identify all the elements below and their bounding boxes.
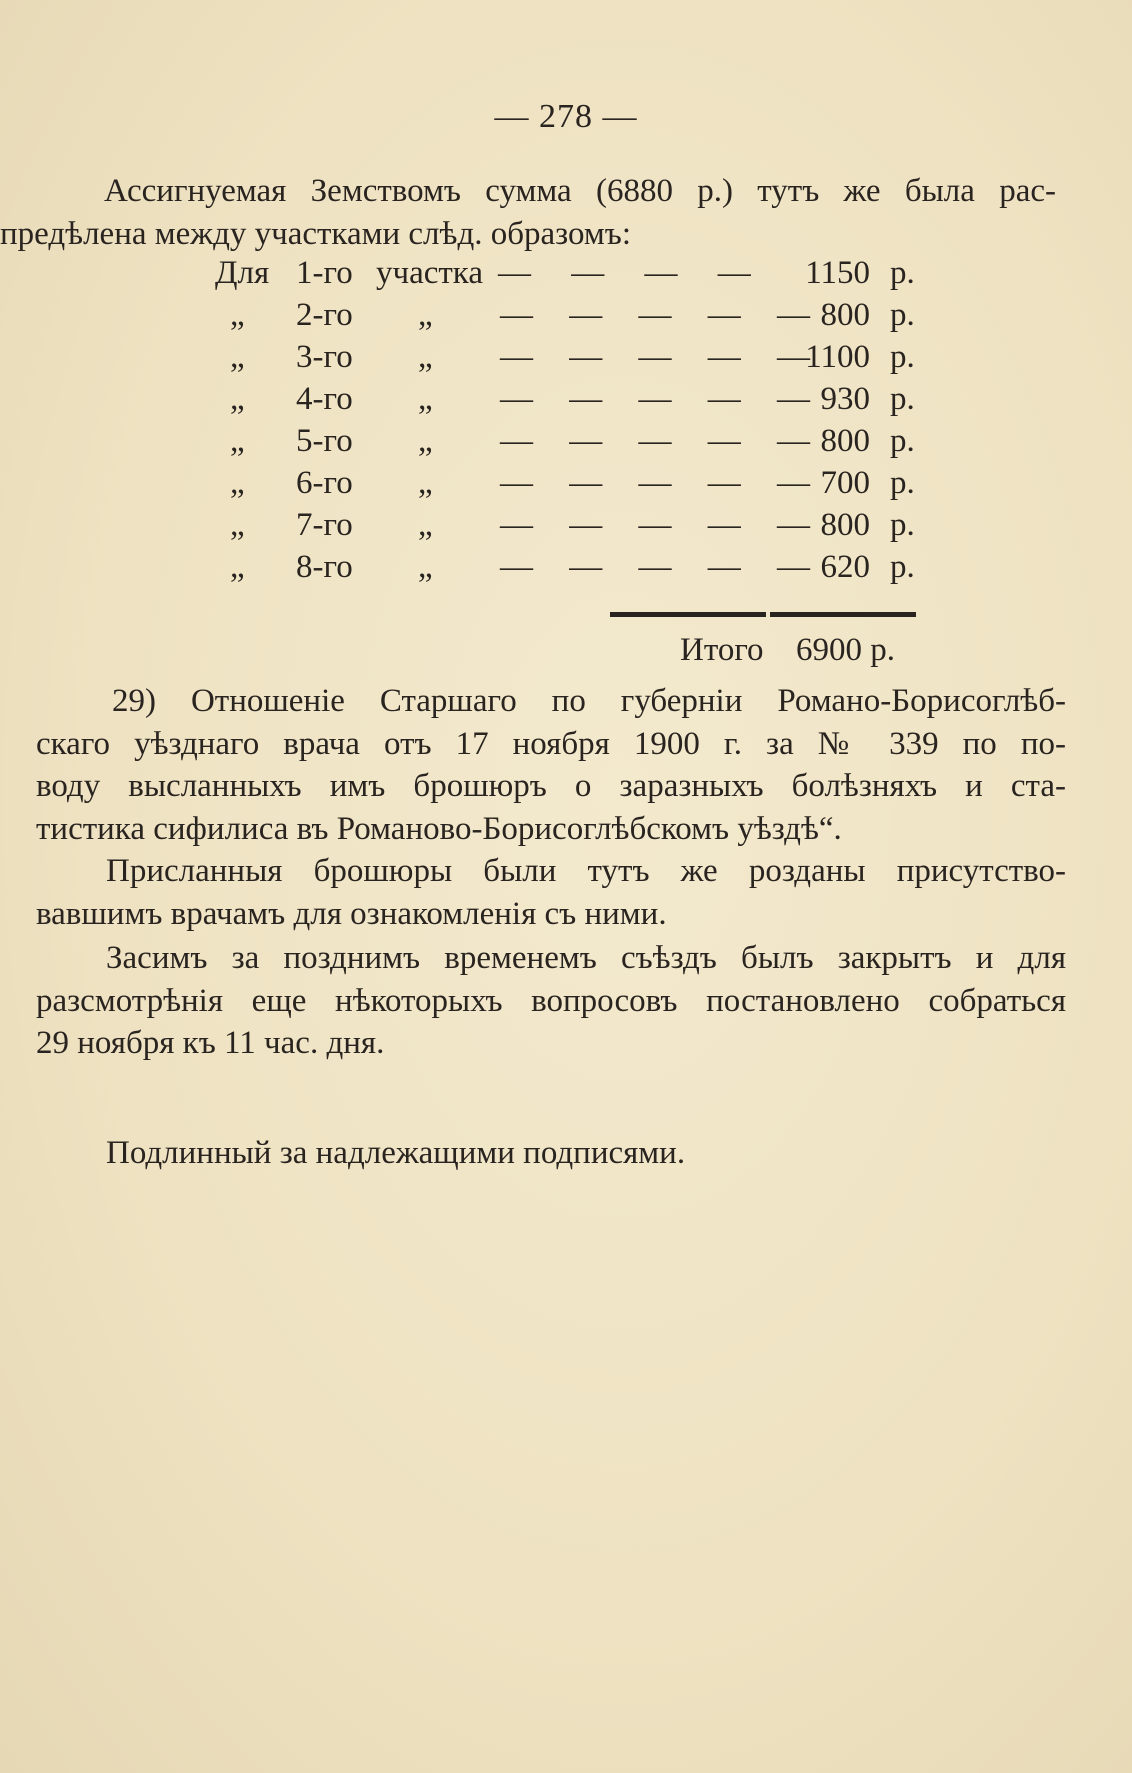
table-row: Для 1-го участка — — — — 1150 р. — [215, 255, 915, 291]
text-line: скаго уѣзднаго врача отъ 17 ноября 1900 г. за № 339 по по- — [36, 725, 1066, 762]
page-number: — 278 — — [494, 98, 638, 135]
table-row: „ 3-го „ — — — — — 1100 р. — [230, 339, 915, 375]
text-line: предѣлена между участками слѣд. образомъ: — [0, 215, 631, 252]
text-line: Ассигнуемая Земствомъ сумма (6880 р.) тутъ же была рас- — [104, 173, 1056, 209]
table-row: „ 8-го „ — — — — — 620 р. — [230, 549, 915, 585]
signature-note: Подлинный за надлежащими подписями. — [106, 1135, 686, 1171]
text-line: воду высланныхъ имъ брошюръ о заразныхъ болѣзняхъ и ста- — [36, 768, 1066, 804]
total-rule-left — [610, 612, 766, 617]
table-row: „ 4-го „ — — — — — 930 р. — [230, 381, 915, 417]
total-label: Итого — [680, 632, 764, 668]
total-rule-right — [770, 612, 916, 617]
total-value: 6900 р. — [796, 632, 895, 668]
item-29-paragraph — [36, 680, 1066, 850]
table-row: „ 6-го „ — — — — — 700 р. — [230, 465, 915, 501]
table-row: „ 5-го „ — — — — — 800 р. — [230, 423, 915, 459]
text-line: 29) Отношеніе Старшаго по губерніи Романо-Борисоглѣб- — [112, 683, 1066, 719]
text-line: вавшимъ врачамъ для ознакомленія съ ними. — [36, 895, 667, 932]
intro-paragraph — [0, 170, 1056, 255]
allocation-table — [0, 255, 1132, 675]
text-line: Присланныя брошюры были тутъ же розданы присутство- — [106, 853, 1066, 889]
brochures-paragraph — [36, 850, 1066, 935]
text-line: разсмотрѣнія еще нѣкоторыхъ вопросовъ постановлено собраться — [36, 982, 1066, 1019]
table-row: „ 7-го „ — — — — — 800 р. — [230, 507, 915, 543]
text-line: Засимъ за позднимъ временемъ съѣздъ былъ закрытъ и для — [106, 940, 1066, 976]
table-row: „ 2-го „ — — — — — 800 р. — [230, 297, 915, 333]
text-line: тистика сифилиса въ Романово-Борисоглѣбскомъ уѣздѣ“. — [36, 810, 842, 847]
text-line: 29 ноября къ 11 час. дня. — [36, 1025, 385, 1061]
closing-paragraph — [36, 937, 1066, 1065]
